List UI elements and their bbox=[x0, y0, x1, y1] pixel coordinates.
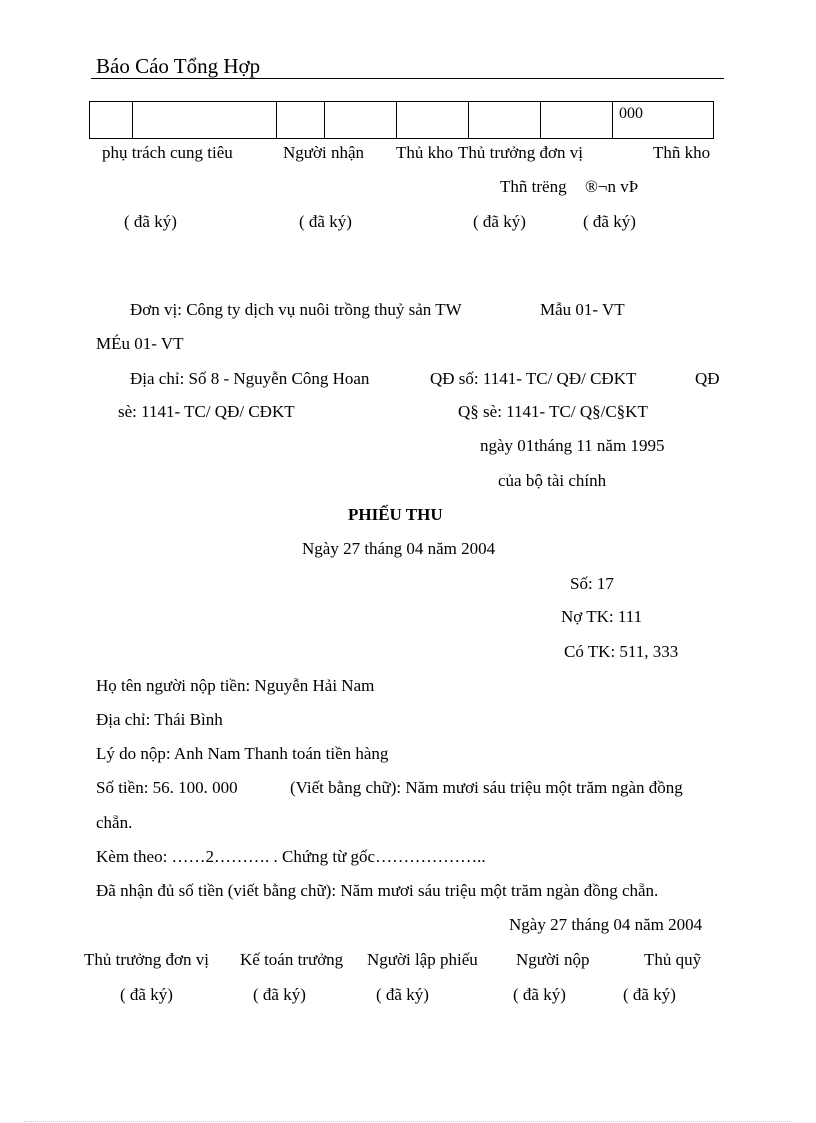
signer-label-head: Thủ trưởng đơn vị bbox=[458, 143, 583, 162]
role-preparer: Người lập phiếu bbox=[367, 950, 478, 969]
attachments: Kèm theo: ……2………. . Chứng từ gốc……………….. bbox=[96, 847, 486, 866]
signed-mark: ( đã ký) bbox=[299, 212, 352, 231]
form-number-garbled: MÉu 01- VT bbox=[96, 334, 184, 353]
role-cashier: Thủ quỹ bbox=[644, 950, 702, 969]
signed-mark: ( đã ký) bbox=[583, 212, 636, 231]
org-address: Địa chỉ: Số 8 - Nguyễn Công Hoan bbox=[130, 369, 370, 388]
table-cell: 000 bbox=[613, 102, 714, 139]
signed-mark: ( đã ký) bbox=[376, 985, 429, 1004]
payer-name: Họ tên người nộp tiền: Nguyễn Hải Nam bbox=[96, 676, 375, 695]
payment-reason: Lý do nộp: Anh Nam Thanh toán tiền hàng bbox=[96, 744, 389, 763]
signer-label-head-garbled: Thñ trëng bbox=[500, 177, 567, 196]
amount-figures: Số tiền: 56. 100. 000 bbox=[96, 778, 238, 797]
role-director: Thủ trưởng đơn vị bbox=[84, 950, 209, 969]
decision-number: QĐ số: 1141- TC/ QĐ/ CĐKT bbox=[430, 369, 637, 388]
signer-label-storekeeper-garbled: Thñ kho bbox=[653, 143, 711, 162]
table-cell bbox=[277, 102, 325, 139]
form-number: Mẫu 01- VT bbox=[540, 300, 625, 319]
signature-summary-table bbox=[89, 101, 714, 139]
signed-mark: ( đã ký) bbox=[513, 985, 566, 1004]
signed-mark: ( đã ký) bbox=[623, 985, 676, 1004]
table-cell bbox=[541, 102, 613, 139]
credit-account: Có TK: 511, 333 bbox=[564, 642, 679, 661]
table-cell bbox=[133, 102, 277, 139]
amount-words-cont: chẵn. bbox=[96, 813, 133, 832]
page-bottom-edge bbox=[24, 1121, 792, 1122]
document-header-title: Báo Cáo Tổng Hợp bbox=[96, 54, 261, 78]
org-unit: Đơn vị: Công ty dịch vụ nuôi trồng thuỷ sản TW bbox=[130, 300, 462, 319]
signed-mark: ( đã ký) bbox=[253, 985, 306, 1004]
signer-label-storekeeper: Thủ kho bbox=[396, 143, 454, 162]
header-divider bbox=[91, 78, 724, 79]
table-cell bbox=[325, 102, 397, 139]
signer-label-supply: phụ trách cung tiêu bbox=[102, 143, 233, 162]
receipt-title: PHIẾU THU bbox=[348, 505, 443, 524]
signer-label-unit-garbled: ®¬n vÞ bbox=[585, 177, 639, 196]
signing-date: Ngày 27 tháng 04 năm 2004 bbox=[509, 915, 703, 934]
table-cell bbox=[469, 102, 541, 139]
receipt-number: Số: 17 bbox=[570, 574, 614, 593]
table-row bbox=[90, 102, 714, 139]
amount-received: Đã nhận đủ số tiền (viết bằng chữ): Năm mươi sáu triệu một trăm ngàn đồng chẵn. bbox=[96, 881, 659, 900]
signed-mark: ( đã ký) bbox=[124, 212, 177, 231]
issued-date: ngày 01tháng 11 năm 1995 bbox=[480, 436, 665, 455]
table-cell bbox=[397, 102, 469, 139]
decision-number-garbled: Q§ sè: 1141- TC/ Q§/C§KT bbox=[458, 402, 648, 421]
decision-number-cont: QĐ bbox=[695, 369, 720, 388]
role-payer: Người nộp bbox=[516, 950, 590, 969]
signer-label-receiver: Người nhận bbox=[283, 143, 364, 162]
signed-mark: ( đã ký) bbox=[473, 212, 526, 231]
payer-address: Địa chỉ: Thái Bình bbox=[96, 710, 223, 729]
table-cell bbox=[90, 102, 133, 139]
issued-by: của bộ tài chính bbox=[498, 471, 607, 490]
amount-words: (Viết bằng chữ): Năm mươi sáu triệu một trăm ngàn đồng bbox=[290, 778, 683, 797]
role-chief-accountant: Kế toán trưởng bbox=[240, 950, 344, 969]
debit-account: Nợ TK: 111 bbox=[561, 607, 643, 626]
signed-mark: ( đã ký) bbox=[120, 985, 173, 1004]
receipt-date: Ngày 27 tháng 04 năm 2004 bbox=[302, 539, 496, 558]
decision-number-cont: sè: 1141- TC/ QĐ/ CĐKT bbox=[118, 402, 295, 421]
